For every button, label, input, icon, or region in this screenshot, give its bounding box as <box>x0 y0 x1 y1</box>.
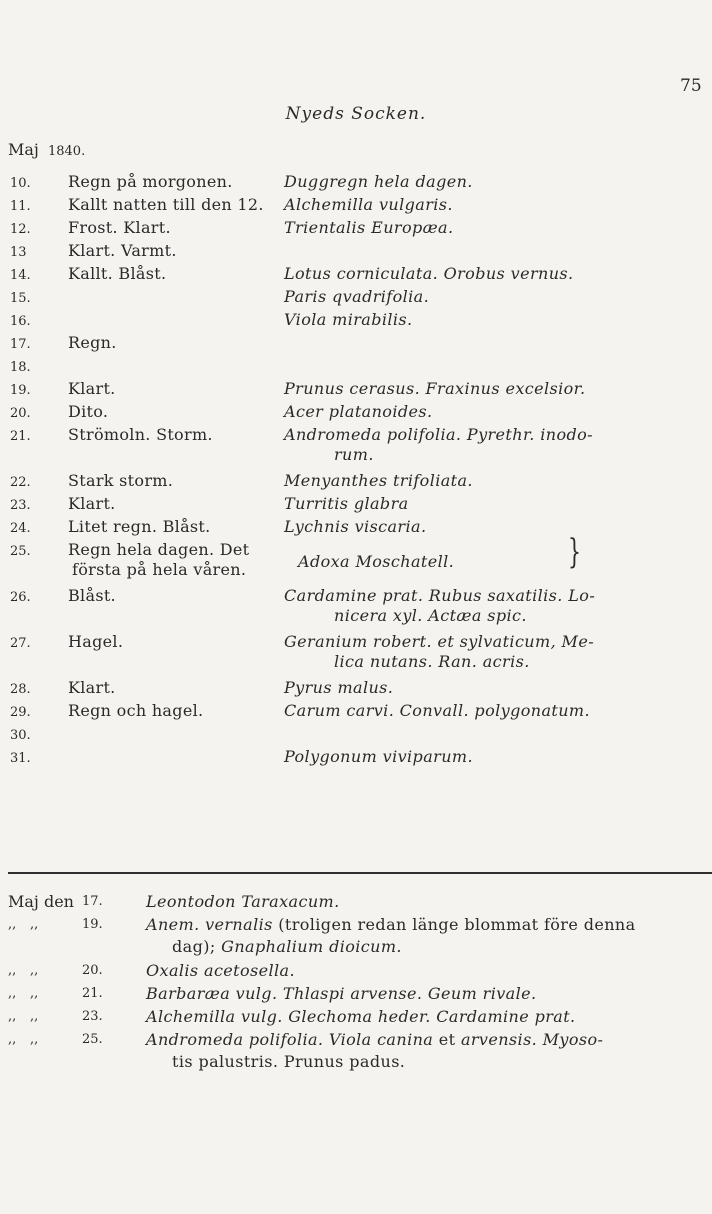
species-text: Leontodon Taraxacum. <box>146 892 340 911</box>
ditto-mark: ,, <box>30 917 39 932</box>
ditto-mark: ,, <box>8 1032 17 1047</box>
date-lead <box>8 891 148 913</box>
ditto-mark: ,, <box>30 1009 39 1024</box>
plant-note <box>284 632 704 672</box>
year-label: 1840. <box>47 144 86 159</box>
weather-note <box>68 333 293 353</box>
day-number: 21. <box>10 429 31 444</box>
weather-note <box>68 471 293 491</box>
conjunction-text: et <box>438 1030 456 1049</box>
plant-text: Adoxa Moschatell. <box>298 552 455 571</box>
weather-note <box>68 494 293 514</box>
day-number: 19. <box>82 917 103 932</box>
day-number: 10. <box>10 176 31 191</box>
weather-text: Stark storm. <box>68 471 174 490</box>
weather-text-cont: första på hela våren. <box>72 560 247 579</box>
weather-text: Klart. Varmt. <box>68 241 177 260</box>
plant-note <box>284 678 704 698</box>
weather-text: Litet regn. Blåst. <box>68 517 211 536</box>
day-number: 28. <box>10 682 31 697</box>
weather-note <box>68 172 293 192</box>
page-number: 75 <box>680 76 702 96</box>
day-number: 22. <box>10 475 31 490</box>
weather-text: Kallt natten till den 12. <box>68 195 264 214</box>
weather-text: Klart. <box>68 494 116 513</box>
day-number: 20. <box>82 963 103 978</box>
species-text-cont <box>146 936 708 958</box>
plant-text-cont: rum. <box>334 445 374 464</box>
weather-note <box>68 517 293 537</box>
page-header: Nyeds Socken. <box>285 104 427 124</box>
flowering-text <box>146 960 708 982</box>
ditto-mark: ,, <box>8 917 17 932</box>
plant-text: Prunus cerasus. Fraxinus excelsior. <box>284 379 586 398</box>
weather-note <box>68 678 293 698</box>
weather-note <box>68 586 293 606</box>
day-number: 21. <box>82 986 103 1001</box>
weather-text: Regn hela dagen. Det <box>68 540 250 559</box>
day-number: 23. <box>10 498 31 513</box>
day-number: 11. <box>10 199 31 214</box>
day-number: 19. <box>10 383 31 398</box>
plant-text: Paris qvadrifolia. <box>284 287 430 306</box>
weather-text: Regn och hagel. <box>68 701 204 720</box>
species-text: Gnaphalium dioicum. <box>221 937 402 956</box>
plant-note <box>284 701 704 721</box>
plant-text: Menyanthes trifoliata. <box>284 471 473 490</box>
plant-note <box>284 218 704 238</box>
flowering-text <box>146 891 708 913</box>
plant-note <box>284 402 704 422</box>
weather-text: Strömoln. Storm. <box>68 425 213 444</box>
plant-note <box>284 195 704 215</box>
weather-note <box>68 241 293 261</box>
weather-note <box>68 540 293 580</box>
plant-text: Pyrus malus. <box>284 678 394 697</box>
plant-text-cont: lica nutans. Ran. acris. <box>334 652 530 671</box>
day-number: 18. <box>10 360 31 375</box>
plant-text: Andromeda polifolia. Pyrethr. inodo- <box>284 425 593 444</box>
flowering-text <box>146 1006 708 1028</box>
plant-text: Geranium robert. et sylvaticum, Me- <box>284 632 595 651</box>
weather-note <box>68 379 293 399</box>
day-number: 14. <box>10 268 31 283</box>
species-text: Oxalis acetosella. <box>146 961 295 980</box>
plant-text: Lychnis viscaria. <box>284 517 427 536</box>
month-label: Maj <box>8 140 39 159</box>
plant-note <box>284 747 704 767</box>
month-year-label <box>8 140 85 159</box>
weather-note <box>68 425 293 445</box>
day-number: 24. <box>10 521 31 536</box>
weather-note <box>68 264 293 284</box>
day-number: 17. <box>82 894 103 909</box>
ditto-mark: ,, <box>8 1009 17 1024</box>
flowering-text <box>146 983 708 1005</box>
plant-text-cont: nicera xyl. Actæa spic. <box>334 606 527 625</box>
day-number: 30. <box>10 728 31 743</box>
weather-text: Klart. <box>68 379 116 398</box>
note-text: (troligen redan länge blommat före denna <box>278 915 636 934</box>
weather-note <box>68 701 293 721</box>
species-text: arvensis. Myoso- <box>460 1030 604 1049</box>
flowering-text <box>146 1029 708 1073</box>
plant-text: Trientalis Europæa. <box>284 218 454 237</box>
weather-text: Frost. Klart. <box>68 218 171 237</box>
day-number: 25. <box>10 544 31 559</box>
ditto-mark: ,, <box>8 986 17 1001</box>
plant-note <box>284 264 704 284</box>
plant-note <box>284 379 704 399</box>
day-number: 27. <box>10 636 31 651</box>
section-divider <box>8 872 712 874</box>
day-number: 20. <box>10 406 31 421</box>
species-text: Barbaræa vulg. Thlaspi arvense. Geum rivale. <box>146 984 537 1003</box>
weather-text: Hagel. <box>68 632 124 651</box>
plant-text: Duggregn hela dagen. <box>284 172 473 191</box>
plant-note <box>284 494 704 514</box>
ditto-mark: ,, <box>8 963 17 978</box>
plant-note <box>284 471 704 491</box>
brace-mark: } <box>568 532 582 572</box>
day-number: 16. <box>10 314 31 329</box>
day-number: 26. <box>10 590 31 605</box>
weather-note <box>68 195 293 215</box>
plant-note <box>284 172 704 192</box>
day-number: 12. <box>10 222 31 237</box>
species-text: Andromeda polifolia. Viola canina <box>146 1030 434 1049</box>
plant-note <box>284 517 704 537</box>
ditto-mark: ,, <box>30 963 39 978</box>
plant-text: Carum carvi. Convall. polygonatum. <box>284 701 590 720</box>
weather-text: Kallt. Blåst. <box>68 264 167 283</box>
day-number: 25. <box>82 1032 103 1047</box>
species-text: Alchemilla vulg. Glechoma heder. Cardamine prat. <box>146 1007 576 1026</box>
species-text: Anem. vernalis <box>146 915 273 934</box>
weather-note <box>68 218 293 238</box>
plant-note <box>284 310 704 330</box>
day-number: 13 <box>10 245 27 260</box>
flowering-text <box>146 914 708 958</box>
day-number: 31. <box>10 751 31 766</box>
month-lead: Maj den <box>8 892 74 911</box>
weather-text: Regn. <box>68 333 117 352</box>
weather-note <box>68 402 293 422</box>
day-number: 29. <box>10 705 31 720</box>
plant-note <box>284 425 704 465</box>
weather-note <box>68 632 293 652</box>
ditto-mark: ,, <box>30 1032 39 1047</box>
day-number: 17. <box>10 337 31 352</box>
weather-text: Dito. <box>68 402 109 421</box>
weather-text: Regn på morgonen. <box>68 172 233 191</box>
plant-text: Cardamine prat. Rubus saxatilis. Lo- <box>284 586 596 605</box>
plant-text: Acer platanoides. <box>284 402 433 421</box>
plant-text: Turritis glabra <box>284 494 409 513</box>
plant-note <box>284 287 704 307</box>
plant-text: Polygonum viviparum. <box>284 747 473 766</box>
weather-text: Blåst. <box>68 586 116 605</box>
ditto-mark: ,, <box>30 986 39 1001</box>
day-number: 15. <box>10 291 31 306</box>
cont-text: dag); <box>172 937 216 956</box>
plant-text: Viola mirabilis. <box>284 310 413 329</box>
plant-text: Alchemilla vulgaris. <box>284 195 453 214</box>
plant-note <box>284 586 704 626</box>
weather-text: Klart. <box>68 678 116 697</box>
day-number: 23. <box>82 1009 103 1024</box>
species-text-cont <box>146 1051 708 1073</box>
plant-text: Lotus corniculata. Orobus vernus. <box>284 264 574 283</box>
cont-text: tis palustris. Prunus padus. <box>172 1052 406 1071</box>
